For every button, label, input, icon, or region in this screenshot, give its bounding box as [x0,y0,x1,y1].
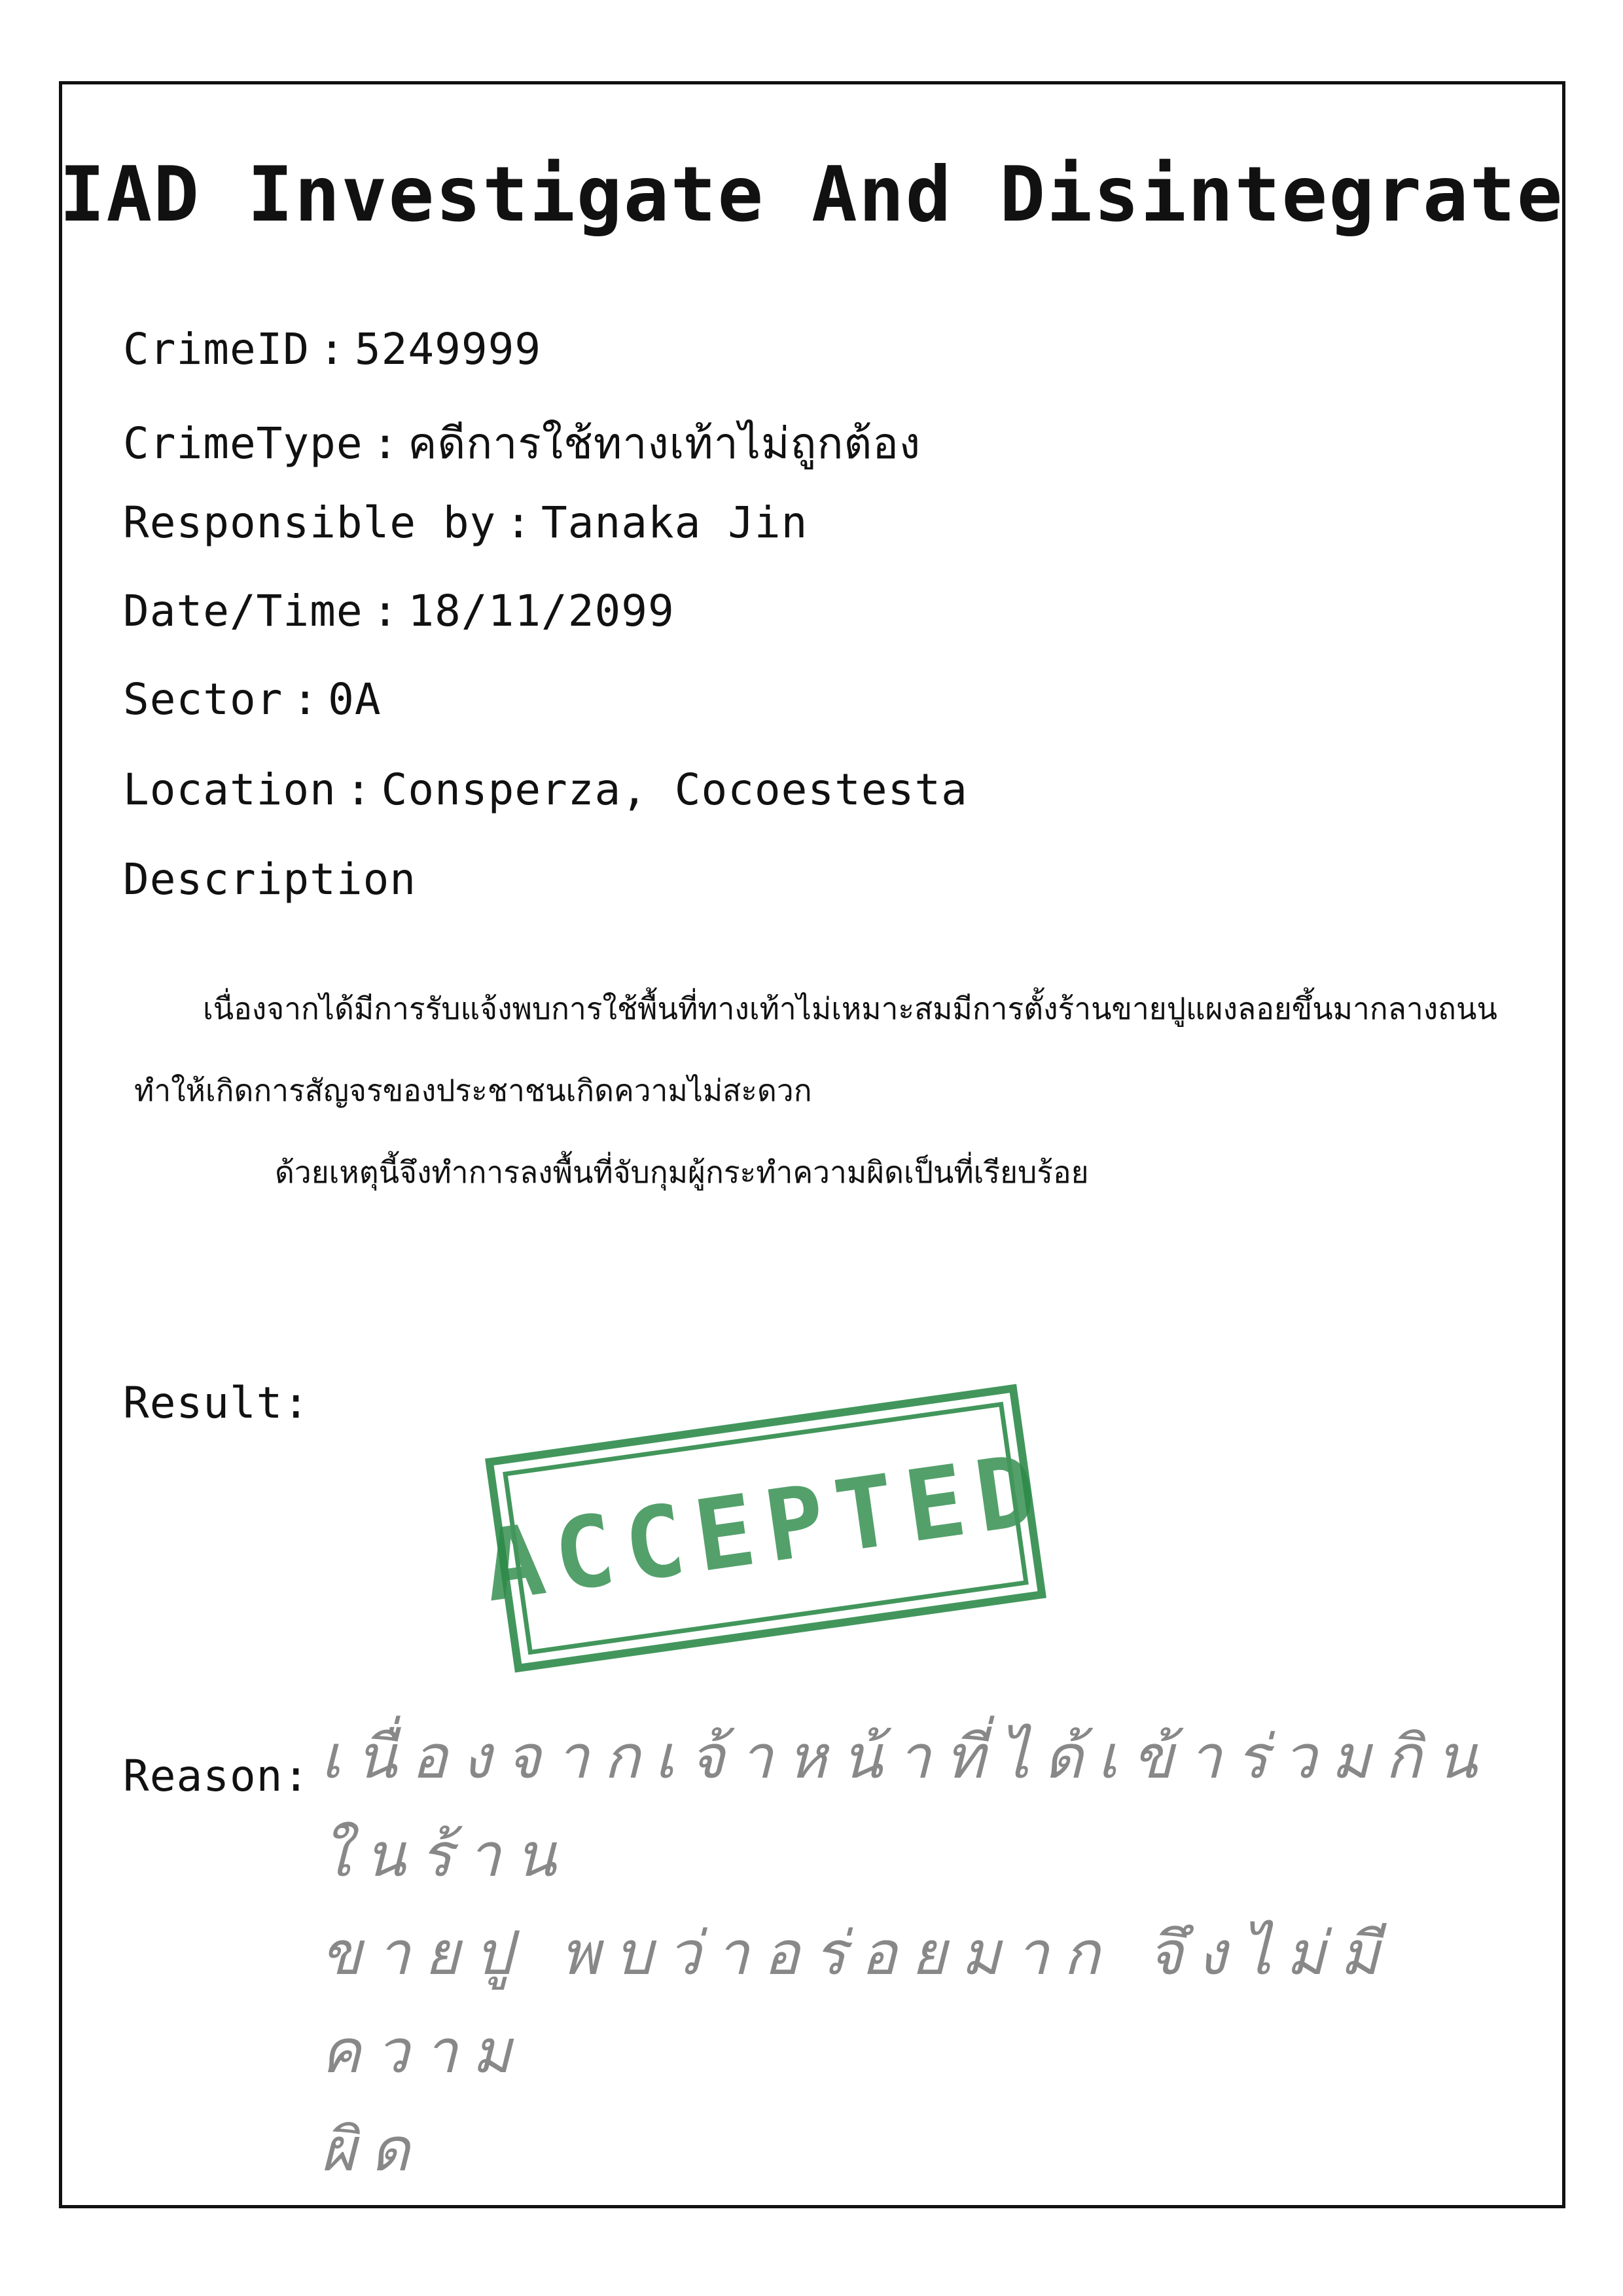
reason-line-2: ขายปู พบว่าอร่อยมาก จึงไม่มีความ [321,1918,1394,2087]
reason-line-3: ผิด [321,2115,424,2185]
location-row [123,764,968,815]
location-label: Location [123,764,336,815]
description-line-1: เนื่องจากได้มีการรับแจ้งพบการใช้พื้นที่ทางเท้าไม่เหมาะสมมีการตั้งร้านขายปูแผงลอยขึ้นมากลางถนน [203,991,1497,1026]
sector-row [123,674,382,725]
crime-type-label: CrimeType [123,418,363,469]
responsible-value: Tanaka Jin [541,497,808,548]
separator: : [345,764,372,815]
datetime-label: Date/Time [123,586,363,636]
crime-id-value: 5249999 [354,324,542,374]
crime-id-row [123,324,541,374]
reason-line-1: เนื่องจากเจ้าหน้าที่ได้เข้าร่วมกินในร้าน [321,1722,1491,1890]
document-title: IAD Investigate And Disintegrate [59,151,1564,239]
datetime-value: 18/11/2099 [408,586,675,636]
separator: : [319,324,346,374]
separator: : [292,674,319,725]
description-line-3: ด้วยเหตุนี้จึงทำการลงพื้นที่จับกุมผู้กระทำความผิดเป็นที่เรียบร้อย [275,1155,1089,1190]
location-value: Consperza, Cocoestesta [381,764,968,815]
datetime-row [123,586,675,636]
stamp-text: ACCEPTED [476,1432,1055,1624]
separator: : [505,497,533,548]
sector-label: Sector [123,674,283,725]
crime-id-label: CrimeID [123,324,310,374]
crime-type-row [123,409,921,478]
responsible-row [123,497,808,548]
handwritten-reason [321,1708,1499,2199]
responsible-label: Responsible by [123,497,497,548]
result-label: Result: [123,1378,310,1428]
sector-value: 0A [328,674,382,725]
reason-label: Reason: [123,1751,310,1801]
separator: : [372,418,399,469]
description-line-2: ทำให้เกิดการสัญจรของประชาชนเกิดความไม่สะดวก [134,1073,812,1108]
description-label: Description [123,854,417,905]
separator: : [372,586,399,636]
crime-type-value: คดีการใช้ทางเท้าไม่ถูกต้อง [408,418,921,469]
